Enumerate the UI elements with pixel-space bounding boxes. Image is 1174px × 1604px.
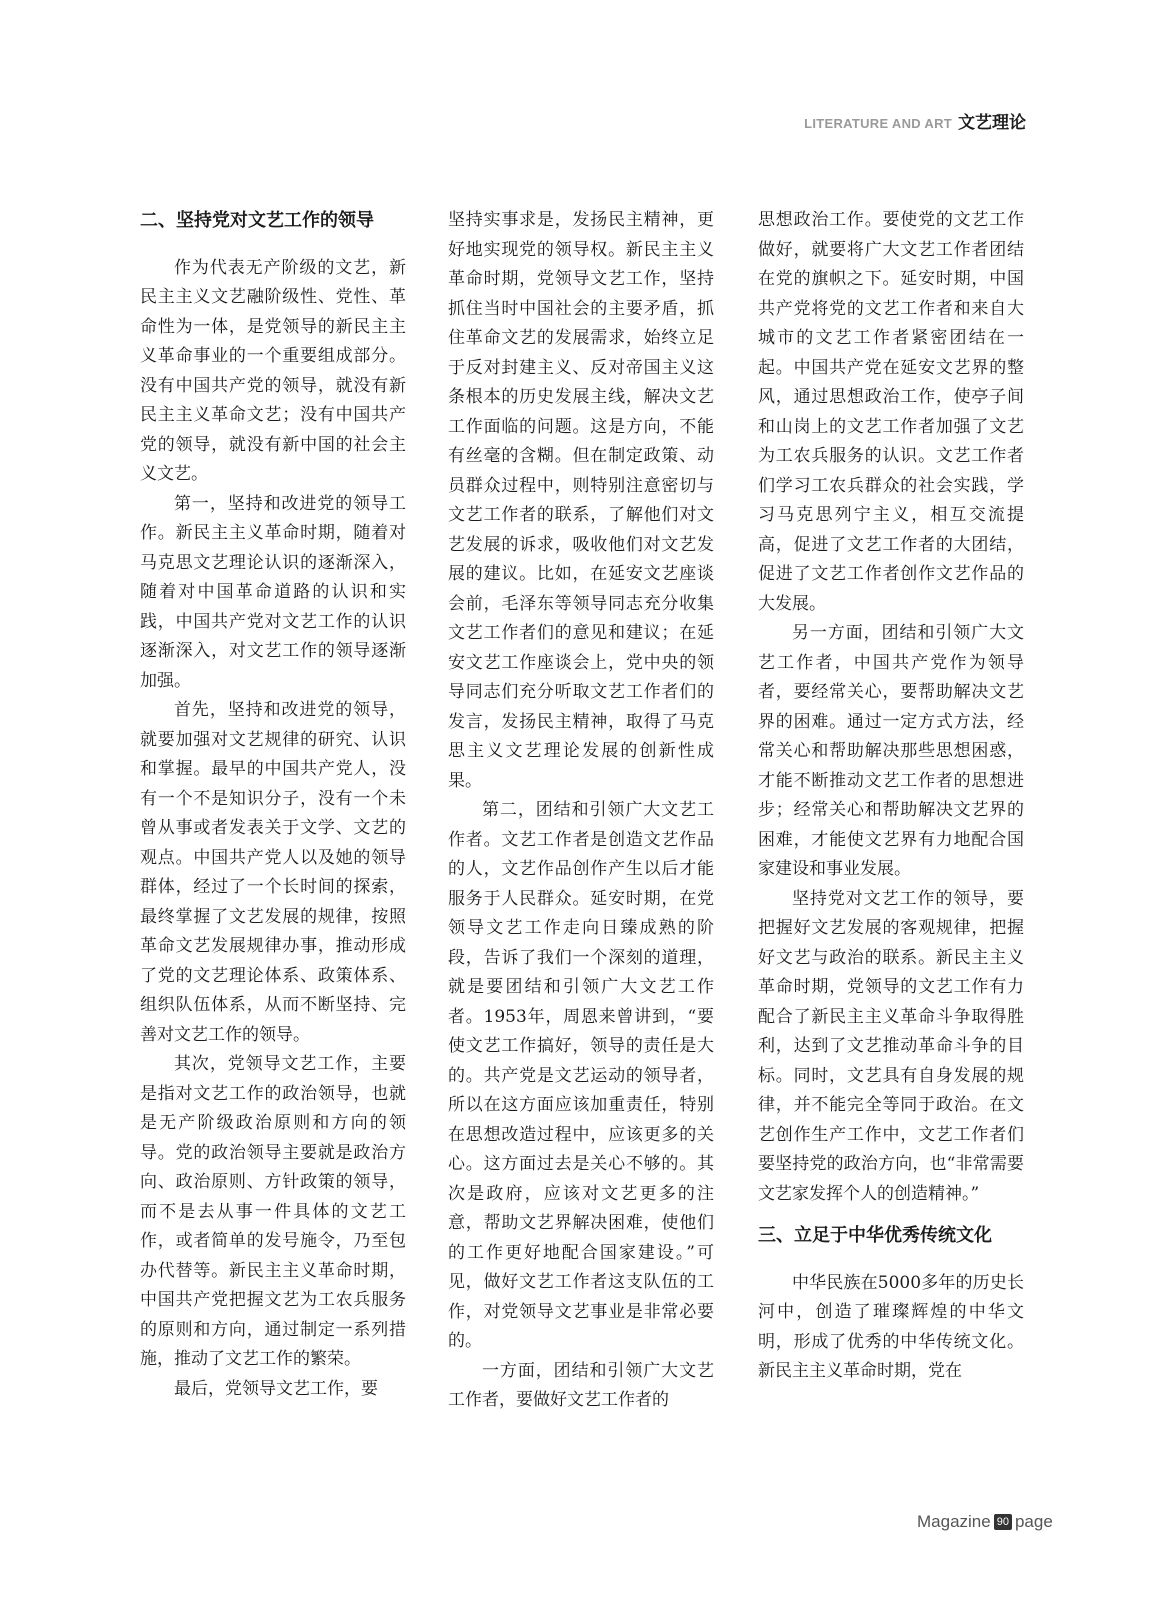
paragraph: 最后，党领导文艺工作，要 xyxy=(174,1378,378,1399)
section-heading: 二、坚持党对文艺工作的领导 xyxy=(140,210,374,231)
text-column-1 xyxy=(140,206,406,1404)
paragraph: 作为代表无产阶级的文艺，新民主主义文艺融阶级性、党性、革命性为一体，是党领导的新民主主义革命事业的一个重要组成部分。没有中国共产党的领导，就没有新民主主义革命文艺；没有中国共产党的领导，就没有新中国的社会主义文艺。 xyxy=(140,257,406,484)
paragraph: 首先，坚持和改进党的领导，就要加强对文艺规律的研究、认识和掌握。最早的中国共产党人，没有一个不是知识分子，没有一个未曾从事或者发表关于文学、文艺的观点。中国共产党人以及她的领导群体，经过了一个长时间的探索，最终掌握了文艺发展的规律，按照革命文艺发展规律办事，推动形成了党的文艺理论体系、政策体系、组织队伍体系，从而不断坚持、完善对文艺工作的领导。 xyxy=(140,700,406,1045)
page-label: page xyxy=(1014,1512,1053,1531)
paragraph: 中华民族在5000多年的历史长河中，创造了璀璨辉煌的中华文明，形成了优秀的中华传统文化。新民主主义革命时期，党在 xyxy=(758,1272,1024,1381)
paragraph: 坚持党对文艺工作的领导，要把握好文艺发展的客观规律，把握好文艺与政治的联系。新民主主义革命时期，党领导的文艺工作有力配合了新民主主义革命斗争取得胜利，达到了文艺推动革命斗争的目标。同时，文艺具有自身发展的规律，并不能完全等同于政治。在文艺创作生产工作中，文艺工作者们要坚持党的政治方向，也“非常需要文艺家发挥个人的创造精神。” xyxy=(758,888,1024,1204)
section-heading: 三、立足于中华优秀传统文化 xyxy=(758,1225,992,1246)
paragraph: 一方面，团结和引领广大文艺工作者，要做好文艺工作者的 xyxy=(448,1360,714,1410)
page-footer xyxy=(917,1512,1053,1532)
paragraph: 第一，坚持和改进党的领导工作。新民主主义革命时期，随着对马克思文艺理论认识的逐渐深入，随着对中国革命道路的认识和实践，中国共产党对文艺工作的认识逐渐深入，对文艺工作的领导逐渐加强。 xyxy=(140,493,406,691)
magazine-label: Magazine xyxy=(917,1512,991,1531)
paragraph: 其次，党领导文艺工作，主要是指对文艺工作的政治领导，也就是无产阶级政治原则和方向的领导。党的政治领导主要就是政治方向、政治原则、方针政策的领导，而不是去从事一件具体的文艺工作，或者简单的发号施令，乃至包办代替等。新民主主义革命时期，中国共产党把握文艺为工农兵服务的原则和方向，通过制定一系列措施，推动了文艺工作的繁荣。 xyxy=(140,1054,406,1369)
section-label-zh: 文艺理论 xyxy=(958,113,1026,132)
text-column-3 xyxy=(758,206,1024,1387)
paragraph: 另一方面，团结和引领广大文艺工作者，中国共产党作为领导者，要经常关心，要帮助解决文艺界的困难。通过一定方式方法，经常关心和帮助解决那些思想困惑，才能不断推动文艺工作者的思想进步；经常关心和帮助解决文艺界的困难，才能使文艺界有力地配合国家建设和事业发展。 xyxy=(758,623,1024,879)
paragraph: 第二，团结和引领广大文艺工作者。文艺工作者是创造文艺作品的人，文艺作品创作产生以后才能服务于人民群众。延安时期，在党领导文艺工作走向日臻成熟的阶段，告诉了我们一个深刻的道理，就是要团结和引领广大文艺工作者。1953年，周恩来曾讲到，“要使文艺工作搞好，领导的责任是大的。共产党是文艺运动的领导者，所以在这方面应该加重责任，特别在思想改造过程中，应该更多的关心。这方面过去是关心不够的。其次是政府，应该对文艺更多的注意，帮助文艺界解决困难，使他们的工作更好地配合国家建设。”可见，做好文艺工作者这支队伍的工作，对党领导文艺事业是非常必要的。 xyxy=(448,800,714,1351)
paragraph: 坚持实事求是，发扬民主精神，更好地实现党的领导权。新民主主义革命时期，党领导文艺工作，坚持抓住当时中国社会的主要矛盾，抓住革命文艺的发展需求，始终立足于反对封建主义、反对帝国主义这条根本的历史发展主线，解决文艺工作面临的问题。这是方向，不能有丝毫的含糊。但在制定政策、动员群众过程中，则特别注意密切与文艺工作者的联系，了解他们对文艺发展的诉求，吸收他们对文艺发展的建议。比如，在延安文艺座谈会前，毛泽东等领导同志充分收集文艺工作者们的意见和建议；在延安文艺工作座谈会上，党中央的领导同志们充分听取文艺工作者们的发言，发扬民主精神，取得了马克思主义文艺理论发展的创新性成果。 xyxy=(448,210,714,791)
paragraph: 思想政治工作。要使党的文艺工作做好，就要将广大文艺工作者团结在党的旗帜之下。延安时期，中国共产党将党的文艺工作者和来自大城市的文艺工作者紧密团结在一起。中国共产党在延安文艺界的整风，通过思想政治工作，使亭子间和山岗上的文艺工作者加强了文艺为工农兵服务的认识。文艺工作者们学习工农兵群众的社会实践，学习马克思列宁主义，相互交流提高，促进了文艺工作者的大团结，促进了文艺工作者创作文艺作品的大发展。 xyxy=(758,210,1024,614)
page-number: 90 xyxy=(994,1514,1012,1530)
text-column-2 xyxy=(448,206,714,1416)
running-header xyxy=(804,108,1026,133)
section-label-en: LITERATURE AND ART xyxy=(804,116,952,131)
